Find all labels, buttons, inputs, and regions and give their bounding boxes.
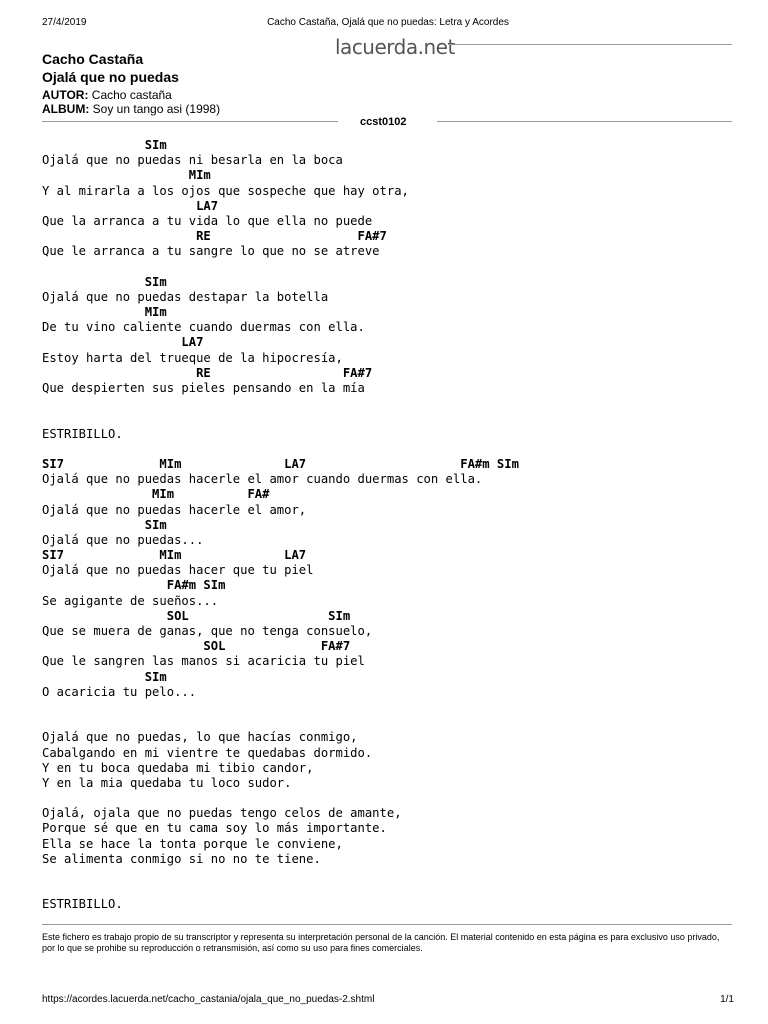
- blank-line: [42, 791, 519, 806]
- chord-line: MIm: [42, 305, 167, 320]
- print-page-title: Cacho Castaña, Ojalá que no puedas: Letra y Acordes: [267, 17, 509, 28]
- chord-line: RE FA#7: [42, 229, 387, 244]
- page-number: 1/1: [720, 994, 734, 1005]
- blank-line: [42, 260, 519, 275]
- album-value: Soy un tango asi (1998): [92, 102, 221, 116]
- author-value: Cacho castaña: [91, 88, 172, 102]
- lyric-line: Se agigante de sueños...: [42, 593, 219, 608]
- chord-line: MIm FA#: [42, 487, 270, 502]
- chord-line: RE FA#7: [42, 365, 373, 380]
- chord-line: SIm: [42, 138, 167, 152]
- blank-line: [42, 442, 519, 457]
- lyric-line: Y en la mia quedaba tu loco sudor.: [42, 775, 292, 790]
- code-divider-right: [437, 121, 732, 122]
- lyric-line: Ojalá que no puedas ni besarla en la boca: [42, 153, 343, 168]
- lyric-line: Ojalá que no puedas hacerle el amor cuando duermas con ella.: [42, 472, 483, 487]
- chord-line: SOL FA#7: [42, 639, 351, 654]
- disclaimer-text: Este fichero es trabajo propio de su transcriptor y representa su interpretación personal de la canción. El material contenido en esta página es para exclusivo uso privado, por lo que se prohibe su reproducción o retransmisión, así como su uso para fines comerciales.: [42, 932, 720, 953]
- chord-line: SIm: [42, 274, 167, 289]
- lyric-line: Porque sé que en tu cama soy lo más importante.: [42, 821, 387, 836]
- blank-line: [42, 700, 519, 715]
- header-divider: [448, 44, 732, 45]
- chord-line: SIm: [42, 517, 167, 532]
- chord-line: SIm: [42, 669, 167, 684]
- lyric-line: Estoy harta del trueque de la hipocresía,: [42, 350, 343, 365]
- blank-line: [42, 867, 519, 882]
- album-label: ALBUM:: [42, 102, 90, 116]
- blank-line: [42, 396, 519, 411]
- footer-divider: [42, 924, 732, 925]
- lyric-line: Que la arranca a tu vida lo que ella no puede: [42, 213, 373, 228]
- chord-line: LA7: [42, 198, 219, 213]
- print-date: 27/4/2019: [42, 17, 87, 28]
- artist-name: Cacho Castaña: [42, 51, 144, 67]
- chord-line: FA#m SIm: [42, 578, 226, 593]
- lyric-line: Que se muera de ganas, que no tenga consuelo,: [42, 624, 373, 638]
- lyric-line: Y en tu boca quedaba mi tibio candor,: [42, 760, 314, 775]
- print-url[interactable]: https://acordes.lacuerda.net/cacho_castania/ojala_que_no_puedas-2.shtml: [42, 994, 375, 1005]
- lyric-line: Ojalá que no puedas hacer que tu piel: [42, 563, 314, 578]
- lyric-line: Ojalá, ojala que no puedas tengo celos de amante,: [42, 806, 402, 821]
- lyrics-block: [42, 138, 519, 913]
- print-header: [42, 17, 734, 31]
- lyric-line: De tu vino caliente cuando duermas con ella.: [42, 320, 365, 335]
- lyric-line: Cabalgando en mi vientre te quedabas dormido.: [42, 745, 373, 760]
- lyric-line: ESTRIBILLO.: [42, 897, 123, 912]
- song-code-row: [42, 116, 732, 130]
- lyric-line: Que le arranca a tu sangre lo que no se atreve: [42, 244, 380, 259]
- lyric-line: Ojalá que no puedas, lo que hacías conmigo,: [42, 730, 358, 745]
- lyric-line: O acaricia tu pelo...: [42, 684, 197, 699]
- lyric-line: Ojalá que no puedas destapar la botella: [42, 289, 329, 304]
- lyric-line: Que despierten sus pieles pensando en la mía: [42, 381, 365, 395]
- chord-line: SI7 MIm LA7: [42, 548, 307, 563]
- blank-line: [42, 411, 519, 426]
- lyric-line: Ojalá que no puedas...: [42, 532, 204, 547]
- lyric-line: Se alimenta conmigo si no no te tiene.: [42, 851, 321, 866]
- author-label: AUTOR:: [42, 88, 89, 102]
- lyric-line: Y al mirarla a los ojos que sospeche que hay otra,: [42, 183, 409, 198]
- album-row: [42, 102, 220, 116]
- song-title: Ojalá que no puedas: [42, 69, 179, 85]
- lyric-line: Ella se hace la tonta porque le conviene,: [42, 836, 343, 851]
- print-footer: [42, 994, 734, 1006]
- lyric-line: Ojalá que no puedas hacerle el amor,: [42, 502, 307, 517]
- site-logo[interactable]: lacuerda.net: [335, 35, 455, 59]
- song-code: ccst0102: [360, 116, 407, 128]
- code-divider-left: [42, 121, 338, 122]
- author-row: [42, 88, 172, 102]
- lyric-line: ESTRIBILLO.: [42, 426, 123, 441]
- blank-line: [42, 715, 519, 730]
- chord-line: SI7 MIm LA7 FA#m SIm: [42, 456, 519, 471]
- blank-line: [42, 882, 519, 897]
- chord-line: LA7: [42, 335, 204, 350]
- lyric-line: Que le sangren las manos si acaricia tu piel: [42, 654, 365, 669]
- chord-line: SOL SIm: [42, 608, 351, 623]
- chord-line: MIm: [42, 168, 211, 183]
